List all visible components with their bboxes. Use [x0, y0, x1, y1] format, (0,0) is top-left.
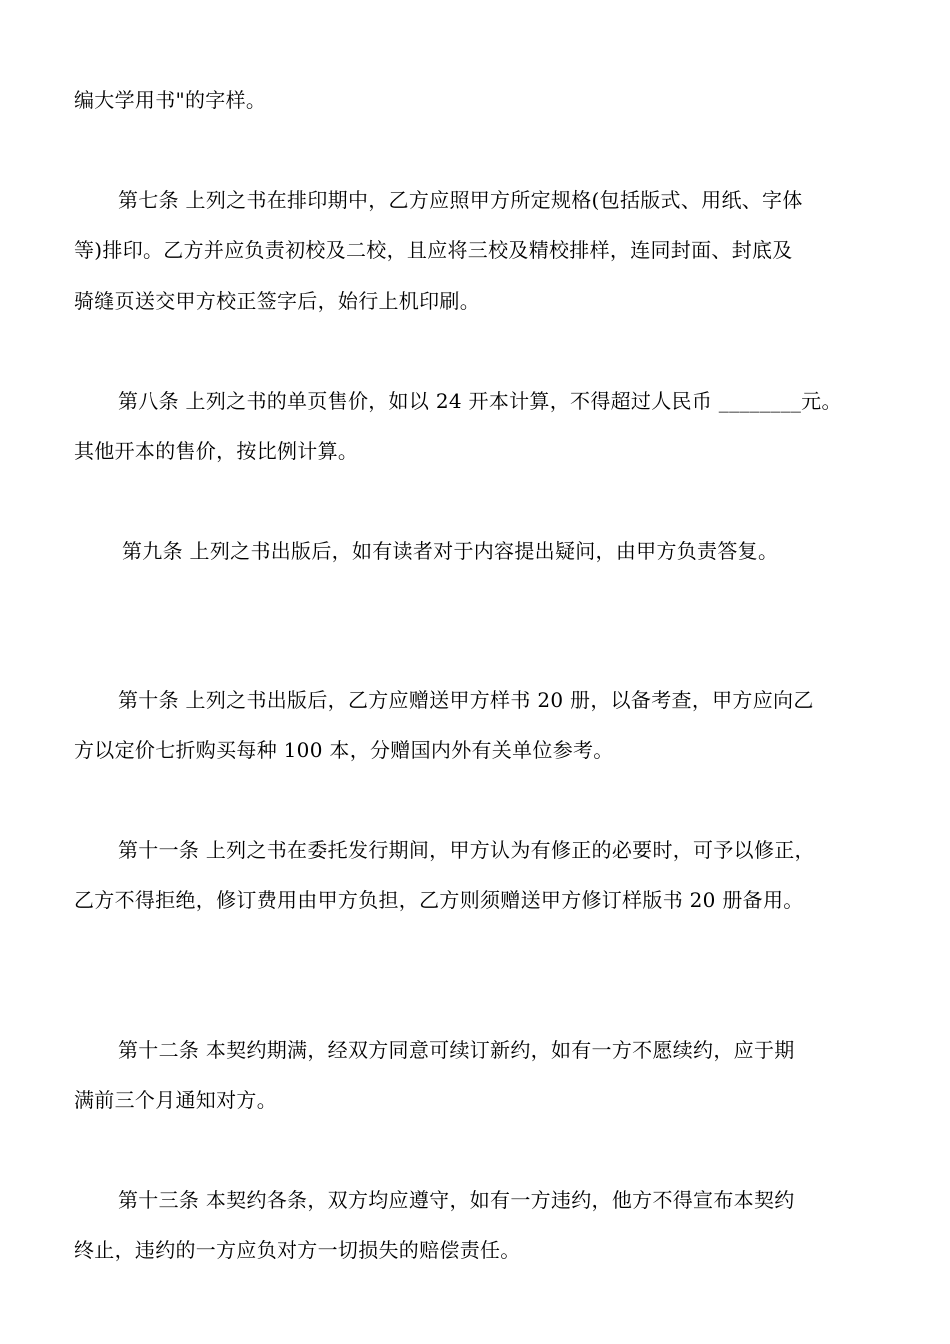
article-7-line-2: 等)排印。乙方并应负责初校及二校，且应将三校及精校排样，连同封面、封底及 — [74, 238, 793, 262]
article-8-line-2: 其他开本的售价，按比例计算。 — [74, 439, 359, 463]
article-12-line-1: 第十二条 本契约期满，经双方同意可续订新约，如有一方不愿续约，应于期 — [118, 1038, 795, 1062]
article-7-line-3: 骑缝页送交甲方校正签字后，始行上机印刷。 — [74, 289, 480, 313]
article-13-line-1: 第十三条 本契约各条，双方均应遵守，如有一方违约，他方不得宣布本契约 — [118, 1188, 795, 1212]
article-10-line-2: 方以定价七折购买每种 100 本，分赠国内外有关单位参考。 — [74, 738, 614, 762]
article-9-line-1: 第九条 上列之书出版后，如有读者对于内容提出疑问，由甲方负责答复。 — [122, 539, 779, 563]
article-11-line-2: 乙方不得拒绝，修订费用由甲方负担，乙方则须赠送甲方修订样版书 20 册备用。 — [74, 888, 804, 912]
article-10-line-1: 第十条 上列之书出版后，乙方应赠送甲方样书 20 册，以备考查，甲方应向乙 — [118, 688, 814, 712]
article-12-line-2: 满前三个月通知对方。 — [74, 1088, 277, 1112]
article-7-line-1: 第七条 上列之书在排印期中，乙方应照甲方所定规格(包括版式、用纸、字体 — [118, 188, 803, 212]
text-line: 编大学用书"的字样。 — [74, 88, 267, 112]
article-13-line-2: 终止，违约的一方应负对方一切损失的赔偿责任。 — [74, 1238, 521, 1262]
article-11-line-1: 第十一条 上列之书在委托发行期间，甲方认为有修正的必要时，可予以修正， — [118, 838, 815, 862]
article-8-line-1: 第八条 上列之书的单页售价，如以 24 开本计算，不得超过人民币 ________元。 — [118, 389, 842, 413]
